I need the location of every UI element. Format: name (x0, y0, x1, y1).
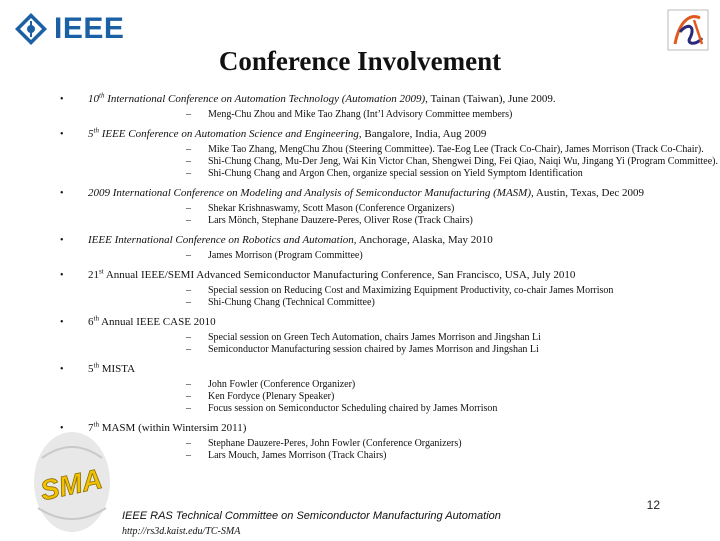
bullet: • (60, 317, 64, 328)
list-item (0, 93, 720, 121)
sub-item: – John Fowler (Conference Organizer) (186, 379, 356, 390)
conference-details: , Tainan (Taiwan), June 2009. (425, 93, 556, 105)
footer-url[interactable]: http://rs3d.kaist.edu/TC-SMA (122, 526, 241, 537)
conference-details: , Bangalore, India, Aug 2009 (358, 128, 487, 140)
sub-item: – Special session on Green Tech Automation, chairs James Morrison and Jingshan Li (186, 332, 541, 343)
bullet: • (60, 423, 64, 434)
conference-details: 21st Annual IEEE/SEMI Advanced Semiconductor Manufacturing Conference, San Francisco, USA, July 2010 (88, 267, 576, 281)
bullet: • (60, 94, 64, 105)
list-item (0, 234, 720, 262)
sub-item: – Ken Fordyce (Plenary Speaker) (186, 391, 335, 402)
conference-details: , Anchorage, Alaska, May 2010 (353, 234, 493, 246)
conference-name: 10th International Conference on Automation Technology (Automation 2009) (88, 91, 426, 105)
bullet: • (60, 235, 64, 246)
list-item (0, 363, 720, 415)
sub-item: – Stephane Dauzere-Peres, John Fowler (Conference Organizers) (186, 438, 462, 449)
sub-item: – Special session on Reducing Cost and Maximizing Equipment Productivity, co-chair James Morrison (186, 285, 614, 296)
list-item (0, 128, 720, 180)
bullet: • (60, 188, 64, 199)
bullet: • (60, 270, 64, 281)
sub-item: – James Morrison (Program Committee) (186, 250, 363, 261)
conference-name: 2009 International Conference on Modeling and Analysis of Semiconductor Manufacturing (MASM) (88, 187, 531, 199)
bullet: • (60, 129, 64, 140)
conference-details: 5th MISTA (88, 361, 136, 375)
conference-name: IEEE International Conference on Robotics and Automation (88, 234, 354, 246)
ieee-logo (14, 8, 124, 50)
sub-item: – Focus session on Semiconductor Scheduling chaired by James Morrison (186, 403, 498, 414)
sub-item: – Lars Mönch, Stephane Dauzere-Peres, Oliver Rose (Track Chairs) (186, 215, 473, 226)
list-item (0, 316, 720, 356)
page-title: Conference Involvement (218, 46, 502, 76)
sma-logo-text: SMA (37, 462, 105, 507)
conference-details: 6th Annual IEEE CASE 2010 (88, 314, 216, 328)
conference-list (0, 93, 720, 469)
sub-item: – Shi-Chung Chang and Argon Chen, organize special session on Yield Symptom Identification (186, 168, 583, 179)
page-number: 12 (646, 498, 660, 512)
ieee-logo-text: IEEE (54, 12, 125, 45)
conference-name: 5th IEEE Conference on Automation Science and Engineering (88, 126, 359, 140)
footer-committee: IEEE RAS Technical Committee on Semiconductor Manufacturing Automation (122, 510, 501, 522)
sub-item: – Shi-Chung Chang, Mu-Der Jeng, Wai Kin Victor Chan, Shengwei Ding, Fei Qiao, Naiqi Wu, Jingang Yi (Program Committee). (186, 156, 718, 167)
sub-item: – Semiconductor Manufacturing session chaired by James Morrison and Jingshan Li (186, 344, 539, 355)
list-item (0, 269, 720, 309)
conference-details: 7th MASM (within Wintersim 2011) (88, 420, 247, 434)
conference-details: , Austin, Texas, Dec 2009 (531, 187, 644, 199)
bullet: • (60, 364, 64, 375)
ieee-diamond-icon (14, 12, 48, 46)
sub-item: – Shi-Chung Chang (Technical Committee) (186, 297, 375, 308)
sub-item: – Lars Mouch, James Morrison (Track Chairs) (186, 450, 387, 461)
sub-item: – Meng-Chu Zhou and Mike Tao Zhang (Int’l Advisory Committee members) (186, 109, 513, 120)
list-item (0, 187, 720, 227)
sma-logo (30, 428, 114, 536)
sub-item: – Shekar Krishnaswamy, Scott Mason (Conference Organizers) (186, 203, 455, 214)
sub-item: – Mike Tao Zhang, MengChu Zhou (Steering Committee). Tae-Eog Lee (Track Co-Chair), James Morrison (Track Co-Chair). (186, 144, 704, 155)
